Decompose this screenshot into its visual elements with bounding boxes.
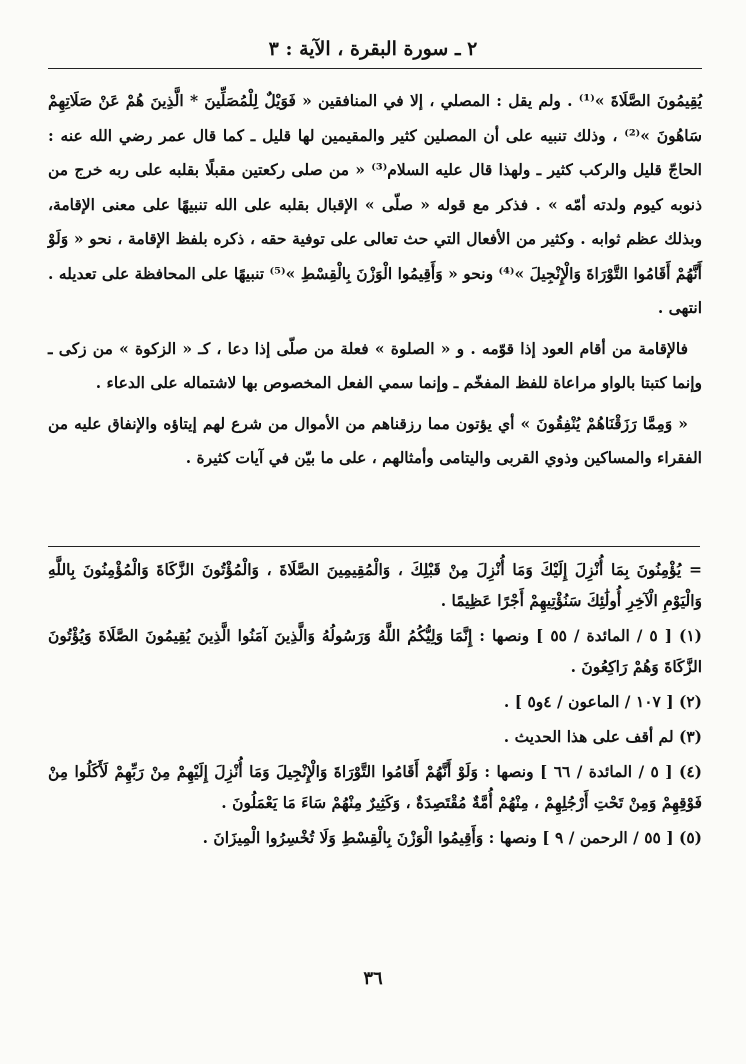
footnote: (٥) [ ٥٥ / الرحمن / ٩ ] ونصها : وَأَقِيمُوا الْوَزْنَ بِالْقِسْطِ وَلَا تُخْسِرُوا الْمِيزَانَ . (202, 828, 702, 847)
footnote-rule (48, 546, 700, 547)
footnote: (٢) [ ١٠٧ / الماعون / ٤و٥ ] . (503, 692, 702, 711)
footnote: (١) [ ٥ / المائدة / ٥٥ ] ونصها : إِنَّمَا وَلِيُّكُمُ اللَّهُ وَرَسُولُهُ وَالَّذِينَ آمَنُوا الَّذِينَ يُقِيمُونَ الصَّلَاةَ وَيُؤْتُونَ الزَّكَاةَ وَهُمْ رَاكِعُونَ . (48, 626, 702, 676)
footnotes (48, 554, 702, 853)
paragraph: فالإقامة من أقام العود إذا قوّمه . و « الصلوة » فعلة من صلّى إذا دعا ، كـ « الزكوة » من زكى ـ وإنما كتبتا بالواو مراعاة للفظ المفخّم ـ وإنما سمي الفعل المخصوص بها لاشتماله على الدعاء . (48, 338, 702, 392)
page-number: ٣٦ (363, 968, 383, 989)
footnote: (٣) لم أقف على هذا الحديث . (503, 727, 702, 746)
footnote-continuation: = يُؤْمِنُونَ بِمَا أُنْزِلَ إِلَيْكَ وَمَا أُنْزِلَ مِنْ قَبْلِكَ ، وَالْمُقِيمِينَ الصَّلَاةَ ، وَالْمُؤْتُونَ الزَّكَاةَ وَالْمُؤْمِنُونَ بِاللَّهِ وَالْيَوْمِ الْآخِرِ أُولَٰئِكَ سَنُؤْتِيهِمْ أَجْرًا عَظِيمًا . (48, 560, 702, 610)
paragraph: يُقِيمُونَ الصَّلَاةَ »⁽¹⁾ . ولم يقل : المصلي ، إلا في المنافقين « فَوَيْلٌ لِلْمُصَلِّينَ * الَّذِينَ هُمْ عَنْ صَلَاتِهِمْ سَاهُونَ »⁽²⁾ ، وذلك تنبيه على أن المصلين كثير والمقيمين لها قليل ـ كما قال عمر رضي الله عنه : الحاجّ قليل والركب كثير ـ ولهذا قال عليه السلام⁽³⁾ « من صلى ركعتين مقبلًا بقلبه على ربه خرج من ذنوبه كيوم ولدته أمّه » . فذكر مع قوله « صلّى » الإقبال بقلبه على الله تنبيهًا على معنى الإقامة، وبذلك عظم ثوابه . وكثير من الأفعال التي حث تعالى على توفية حقه ، ذكره بلفظ الإقامة ، نحو « وَلَوْ أَنَّهُمْ أَقَامُوا التَّوْرَاةَ وَالْإِنْجِيلَ »⁽⁴⁾ ونحو « وَأَقِيمُوا الْوَزْنَ بِالْقِسْطِ »⁽⁵⁾ تنبيهًا على المحافظة على تعديله . انتهى . (48, 91, 703, 317)
header-rule (48, 68, 702, 69)
running-head: ٢ ـ سورة البقرة ، الآية : ٣ (268, 38, 478, 60)
main-text (48, 84, 702, 476)
paragraph: « وَمِمَّا رَزَقْنَاهُمْ يُنْفِقُونَ » أي يؤتون مما رزقناهم من الأموال من شرع لهم إيتاؤه والإنفاق عليه من الفقراء والمساكين وذوي القربى واليتامى وأمثالهم ، على ما بيّن في آيات كثيرة . (48, 413, 702, 467)
footnote: (٤) [ ٥ / المائدة / ٦٦ ] ونصها : وَلَوْ أَنَّهُمْ أَقَامُوا التَّوْرَاةَ وَالْإِنْجِيلَ وَمَا أُنْزِلَ إِلَيْهِمْ مِنْ رَبِّهِمْ لَأَكَلُوا مِنْ فَوْقِهِمْ وَمِنْ تَحْتِ أَرْجُلِهِمْ ، مِنْهُمْ أُمَّةٌ مُقْتَصِدَةٌ ، وَكَثِيرٌ مِنْهُمْ سَاءَ مَا يَعْمَلُونَ . (48, 762, 703, 812)
